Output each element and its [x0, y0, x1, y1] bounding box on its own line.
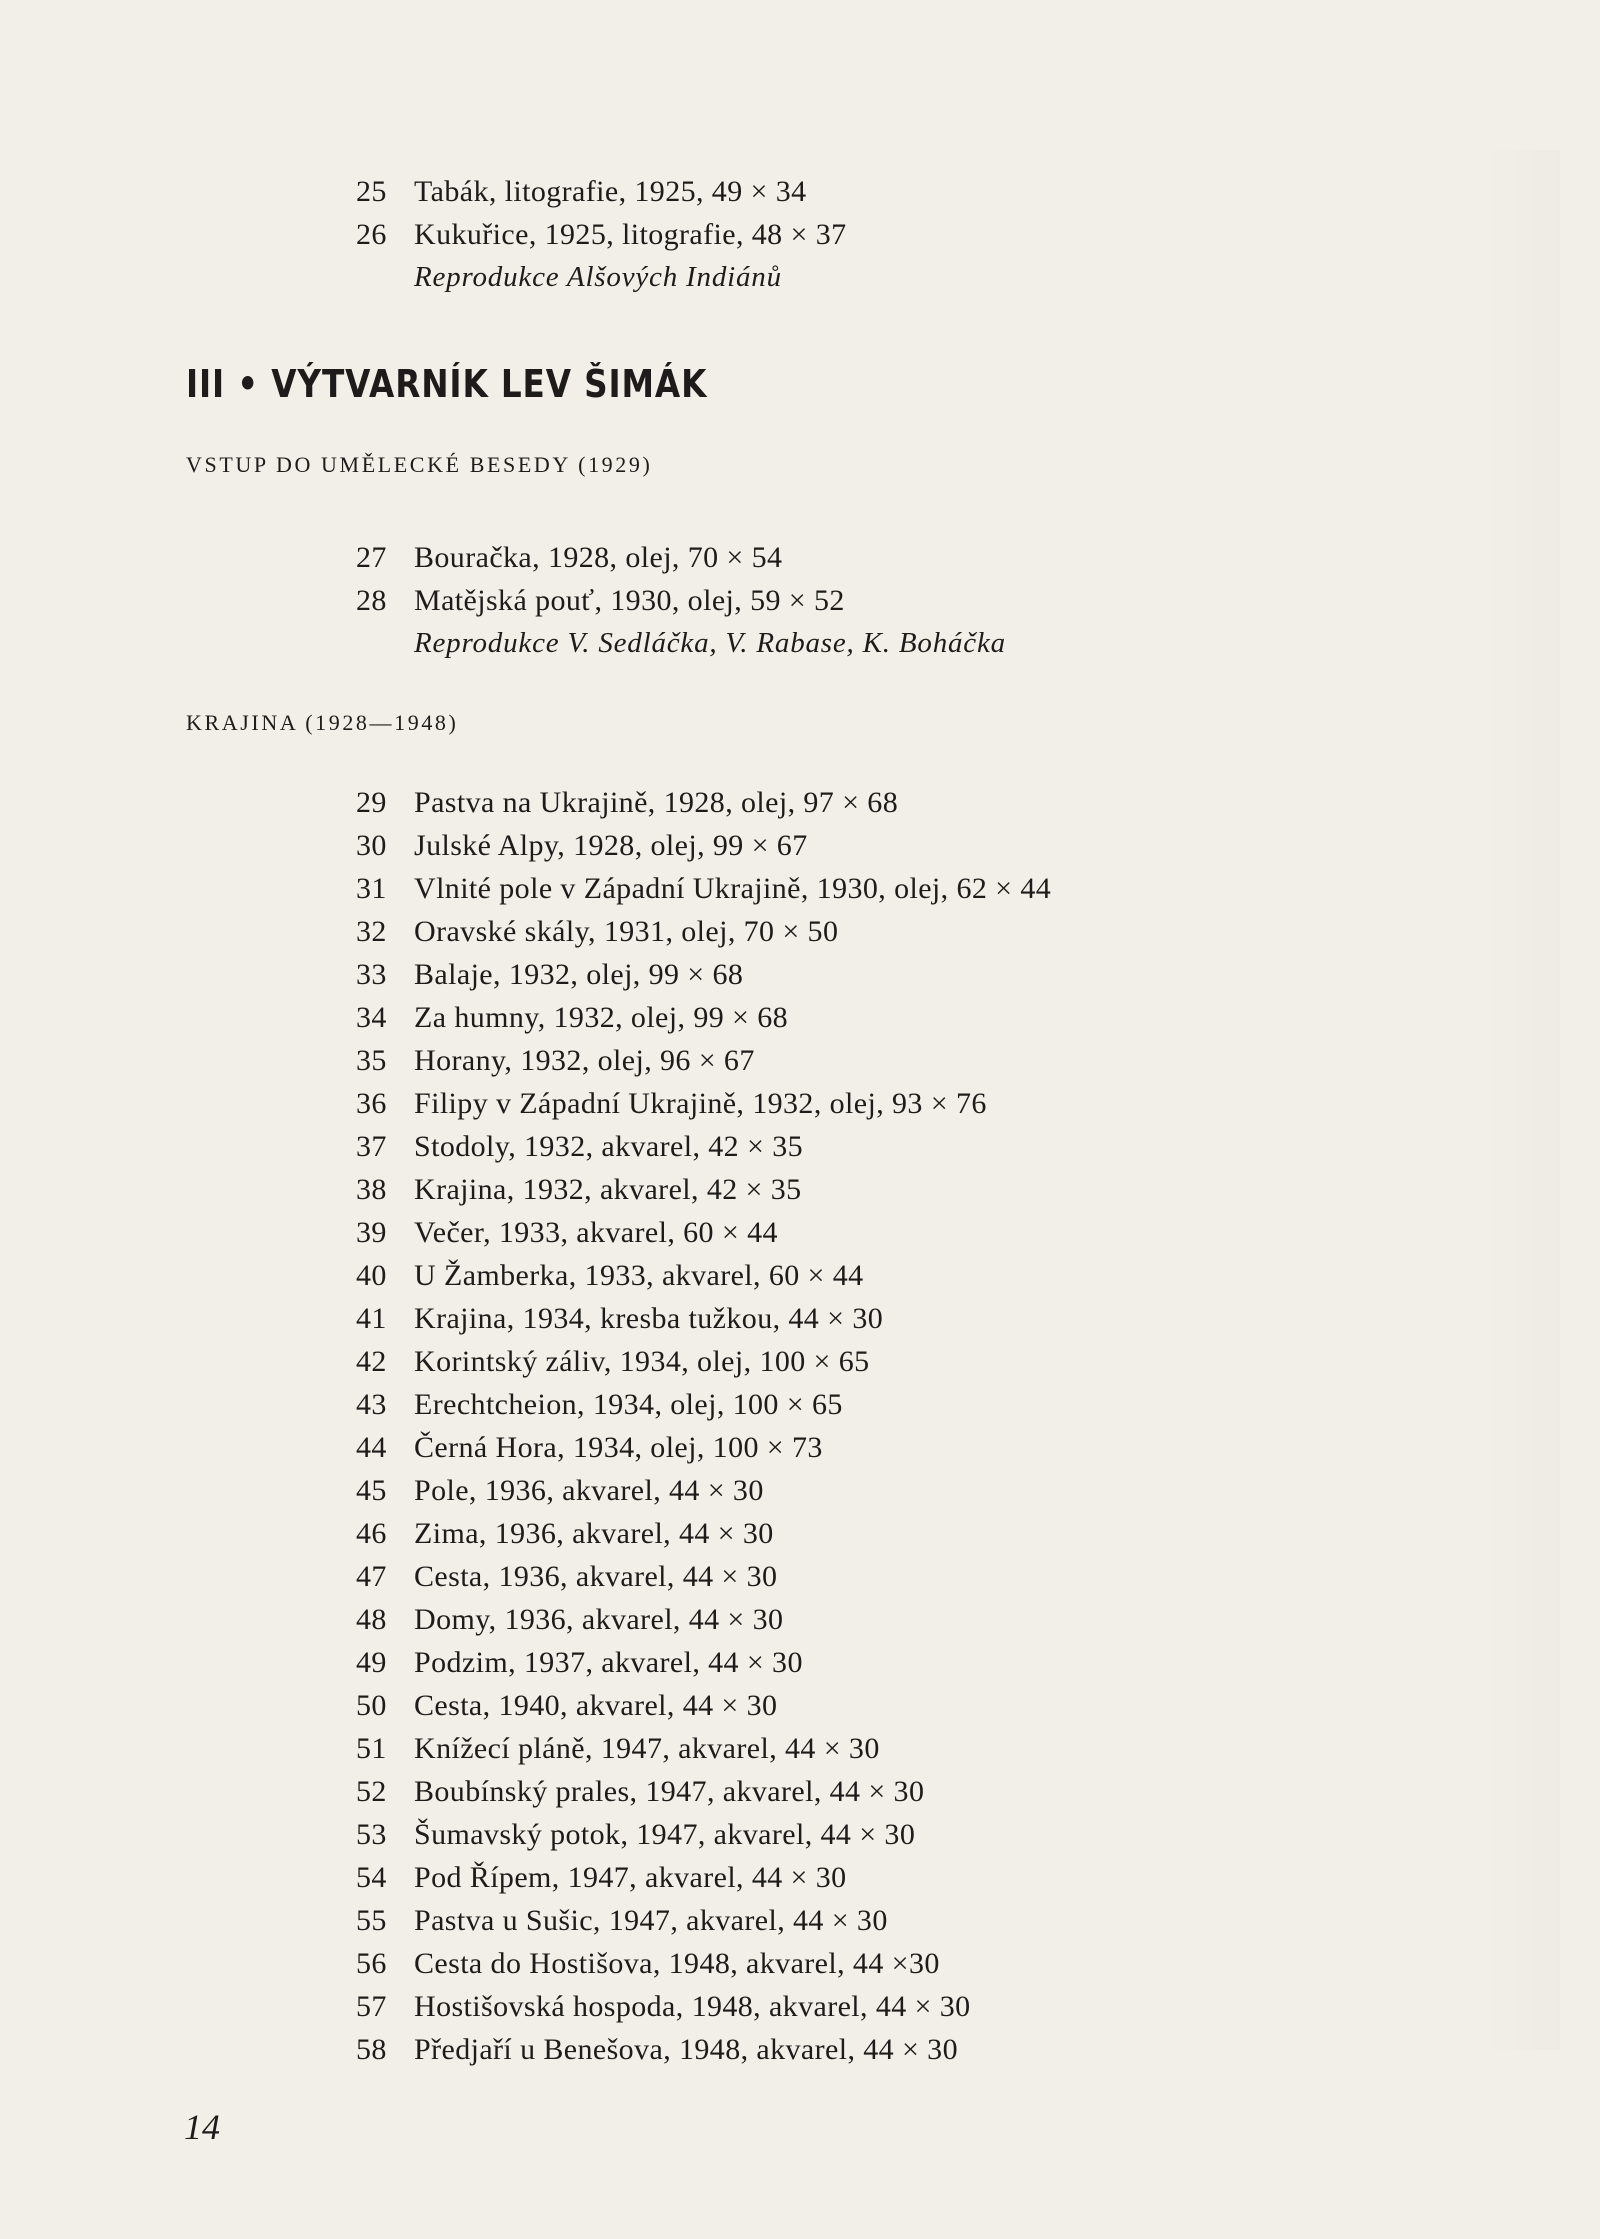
- item-text: Krajina, 1932, akvarel, 42 × 35: [414, 1173, 802, 1206]
- section-title-krajina: KRAJINA (1928—1948): [186, 710, 459, 735]
- list-item: [356, 1899, 1051, 1942]
- item-text: Zima, 1936, akvarel, 44 × 30: [414, 1517, 774, 1550]
- list-item: [356, 1297, 1051, 1340]
- list-item: [356, 996, 1051, 1039]
- section-title-umelecka-beseda: VSTUP DO UMĚLECKÉ BESEDY (1929): [186, 452, 653, 477]
- item-text: Podzim, 1937, akvarel, 44 × 30: [414, 1646, 803, 1679]
- item-number: 25: [356, 175, 387, 208]
- item-number: 33: [356, 958, 387, 991]
- list-item: [356, 1426, 1051, 1469]
- list-item: [356, 781, 1051, 824]
- list-item: [356, 1254, 1051, 1297]
- item-text: Stodoly, 1932, akvarel, 42 × 35: [414, 1130, 803, 1163]
- list-item: [356, 1383, 1051, 1426]
- list-item: [356, 1813, 1051, 1856]
- item-number: 51: [356, 1732, 387, 1765]
- item-number: 44: [356, 1431, 387, 1464]
- item-number: 28: [356, 584, 387, 617]
- list-item: [356, 1125, 1051, 1168]
- item-text: Boubínský prales, 1947, akvarel, 44 × 30: [414, 1775, 925, 1808]
- item-number: 53: [356, 1818, 387, 1851]
- page-number: 14: [184, 2107, 220, 2147]
- item-number: 40: [356, 1259, 387, 1292]
- item-text: U Žamberka, 1933, akvarel, 60 × 44: [414, 1259, 864, 1292]
- reproduction-credit: Reprodukce V. Sedláčka, V. Rabase, K. Boháčka: [414, 627, 1006, 659]
- item-number: 43: [356, 1388, 387, 1421]
- item-text: Hostišovská hospoda, 1948, akvarel, 44 × 30: [414, 1990, 971, 2023]
- item-text: Korintský záliv, 1934, olej, 100 × 65: [414, 1345, 870, 1378]
- item-number: 54: [356, 1861, 387, 1894]
- list-item: [356, 867, 1051, 910]
- list-item: [356, 910, 1051, 953]
- list-item: [356, 1727, 1051, 1770]
- item-text: Matějská pouť, 1930, olej, 59 × 52: [414, 584, 845, 617]
- item-number: 55: [356, 1904, 387, 1937]
- item-number: 46: [356, 1517, 387, 1550]
- item-text: Za humny, 1932, olej, 99 × 68: [414, 1001, 789, 1034]
- list-block-3: [356, 781, 1051, 2071]
- item-number: 56: [356, 1947, 387, 1980]
- item-number: 45: [356, 1474, 387, 1507]
- item-text: Cesta do Hostišova, 1948, akvarel, 44 ×30: [414, 1947, 940, 1980]
- list-item: [356, 1340, 1051, 1383]
- item-number: 47: [356, 1560, 387, 1593]
- item-text: Knížecí pláně, 1947, akvarel, 44 × 30: [414, 1732, 880, 1765]
- list-item: [356, 824, 1051, 867]
- list-item: [356, 2028, 1051, 2071]
- item-text: Pastva u Sušic, 1947, akvarel, 44 × 30: [414, 1904, 888, 1937]
- list-item: [356, 1985, 1051, 2028]
- item-number: 52: [356, 1775, 387, 1808]
- item-number: 27: [356, 541, 387, 574]
- list-item: [356, 1082, 1051, 1125]
- item-number: 42: [356, 1345, 387, 1378]
- item-number: 30: [356, 829, 387, 862]
- item-number: 32: [356, 915, 387, 948]
- item-number: 48: [356, 1603, 387, 1636]
- reproduction-credit: Reprodukce Alšových Indiánů: [414, 261, 782, 293]
- item-text: Filipy v Západní Ukrajině, 1932, olej, 93 × 76: [414, 1087, 987, 1120]
- item-text: Večer, 1933, akvarel, 60 × 44: [414, 1216, 778, 1249]
- list-item: [356, 1856, 1051, 1899]
- item-text: Bouračka, 1928, olej, 70 × 54: [414, 541, 783, 574]
- item-number: 31: [356, 872, 387, 905]
- item-text: Tabák, litografie, 1925, 49 × 34: [414, 175, 807, 208]
- list-item: [356, 1211, 1051, 1254]
- item-text: Vlnité pole v Západní Ukrajině, 1930, olej, 62 × 44: [414, 872, 1052, 905]
- item-number: 34: [356, 1001, 387, 1034]
- item-number: 41: [356, 1302, 387, 1335]
- item-number: 29: [356, 786, 387, 819]
- list-item: [356, 1684, 1051, 1727]
- item-text: Pod Řípem, 1947, akvarel, 44 × 30: [414, 1861, 847, 1894]
- item-number: 26: [356, 218, 387, 251]
- item-text: Cesta, 1940, akvarel, 44 × 30: [414, 1689, 778, 1722]
- list-item: [356, 1598, 1051, 1641]
- item-text: Kukuřice, 1925, litografie, 48 × 37: [414, 218, 847, 251]
- page-shading: [1480, 150, 1560, 2050]
- item-text: Pole, 1936, akvarel, 44 × 30: [414, 1474, 764, 1507]
- list-item: [356, 1168, 1051, 1211]
- item-text: Cesta, 1936, akvarel, 44 × 30: [414, 1560, 778, 1593]
- list-item: [356, 1512, 1051, 1555]
- item-text: Domy, 1936, akvarel, 44 × 30: [414, 1603, 784, 1636]
- list-item: [356, 1555, 1051, 1598]
- item-text: Erechtcheion, 1934, olej, 100 × 65: [414, 1388, 843, 1421]
- item-number: 36: [356, 1087, 387, 1120]
- item-number: 37: [356, 1130, 387, 1163]
- item-number: 58: [356, 2033, 387, 2066]
- item-number: 49: [356, 1646, 387, 1679]
- item-number: 35: [356, 1044, 387, 1077]
- item-text: Horany, 1932, olej, 96 × 67: [414, 1044, 755, 1077]
- list-item: [356, 1039, 1051, 1082]
- item-number: 50: [356, 1689, 387, 1722]
- item-text: Balaje, 1932, olej, 99 × 68: [414, 958, 744, 991]
- item-text: Šumavský potok, 1947, akvarel, 44 × 30: [414, 1818, 916, 1851]
- item-text: Pastva na Ukrajině, 1928, olej, 97 × 68: [414, 786, 899, 819]
- item-number: 38: [356, 1173, 387, 1206]
- chapter-heading: III • VÝTVARNÍK LEV ŠIMÁK: [186, 362, 708, 406]
- item-number: 39: [356, 1216, 387, 1249]
- list-item: [356, 1942, 1051, 1985]
- list-item: [356, 1641, 1051, 1684]
- item-text: Černá Hora, 1934, olej, 100 × 73: [414, 1431, 823, 1464]
- item-text: Krajina, 1934, kresba tužkou, 44 × 30: [414, 1302, 884, 1335]
- item-text: Oravské skály, 1931, olej, 70 × 50: [414, 915, 839, 948]
- list-item: [356, 536, 1006, 579]
- list-item: [356, 953, 1051, 996]
- list-item: [356, 213, 847, 256]
- item-number: 57: [356, 1990, 387, 2023]
- list-item: [356, 1770, 1051, 1813]
- list-item: [356, 1469, 1051, 1512]
- list-item: [356, 170, 847, 213]
- item-text: Julské Alpy, 1928, olej, 99 × 67: [414, 829, 808, 862]
- list-block-1: [356, 170, 847, 299]
- list-block-2: [356, 536, 1006, 665]
- list-item: [356, 579, 1006, 622]
- item-text: Předjaří u Benešova, 1948, akvarel, 44 × 30: [414, 2033, 958, 2066]
